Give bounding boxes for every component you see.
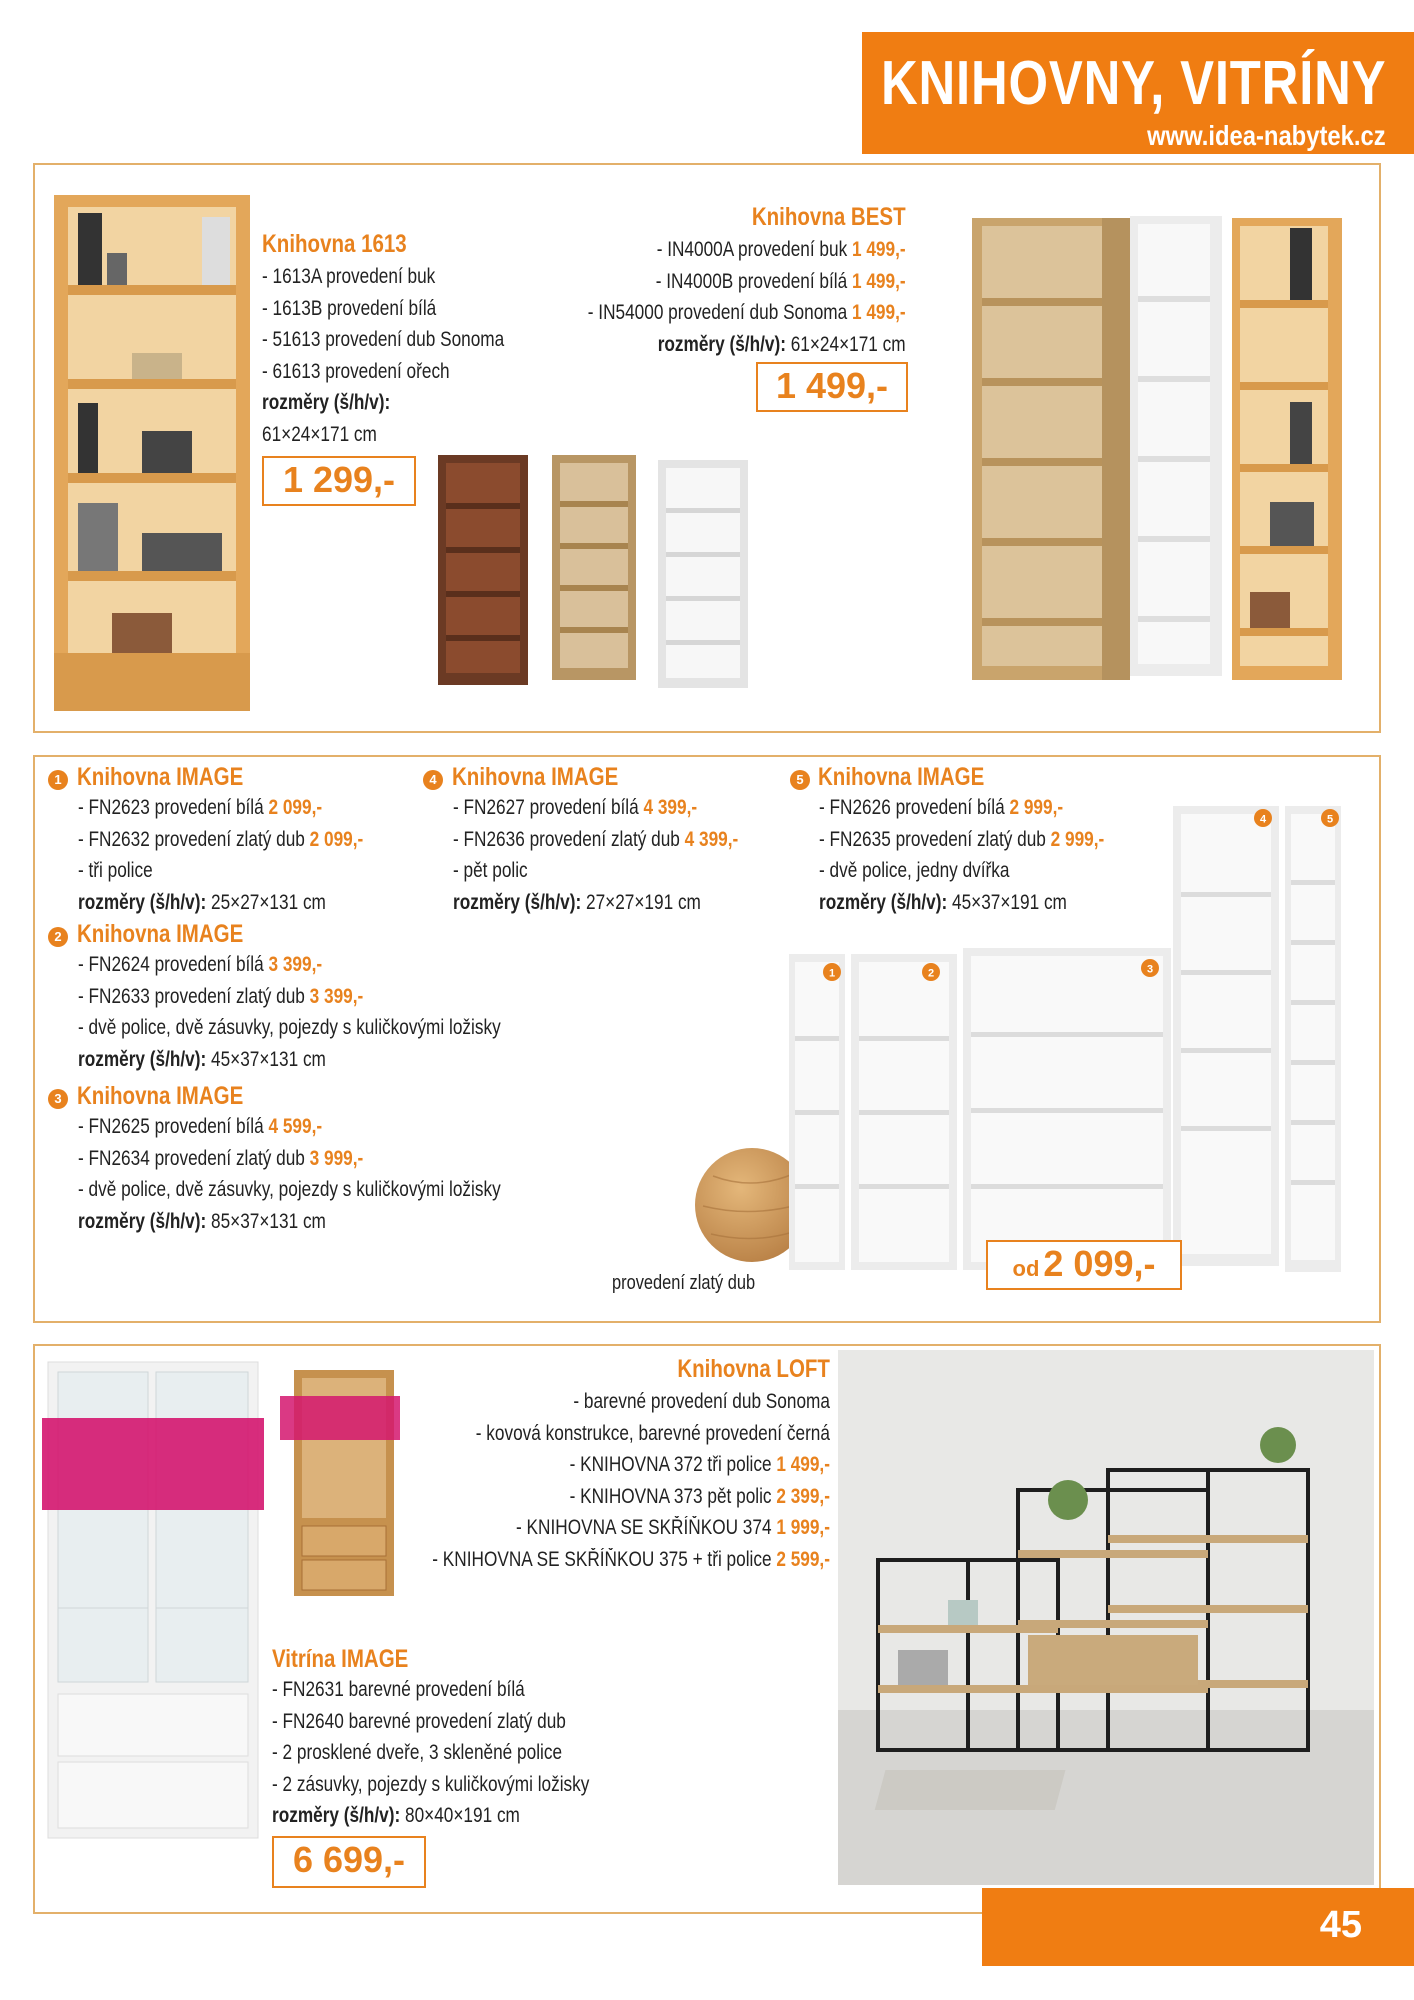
product-title: Knihovna IMAGE xyxy=(77,1082,244,1110)
bookcase-1613-image xyxy=(52,193,252,713)
dimensions-line: rozměry (š/h/v): 25×27×131 cm xyxy=(78,890,326,914)
note-line: - tři police xyxy=(78,859,153,882)
price-tag: 1 299,- xyxy=(262,456,416,506)
variant-line: - IN4000B provedení bílá 1 499,- xyxy=(656,269,906,293)
bookcase-best-image xyxy=(970,212,1344,682)
variant-line: - FN2634 provedení zlatý dub 3 999,- xyxy=(78,1146,364,1170)
page-header-banner xyxy=(862,32,1414,154)
variant-line: - 2 zásuvky, pojezdy s kuličkovými ložisky xyxy=(272,1772,590,1796)
product-title: Knihovna IMAGE xyxy=(452,763,619,791)
variant-line: - 1613B provedení bílá xyxy=(262,296,437,320)
variant-line: - 1613A provedení buk xyxy=(262,265,436,288)
note-line: - dvě police, dvě zásuvky, pojezdy s kuličkovými ložisky xyxy=(78,1178,501,1201)
page-number: 45 xyxy=(1319,1904,1362,1946)
vitrina-white-image xyxy=(42,1358,264,1846)
variant-line: - 2 prosklené dveře, 3 skleněné police xyxy=(272,1741,563,1764)
bookcase-image-1-info xyxy=(77,763,426,918)
feature-line: - kovová konstrukce, barevné provedení černá xyxy=(475,1421,830,1445)
svg-text:1: 1 xyxy=(828,967,836,980)
loft-info xyxy=(345,1355,830,1575)
dimensions-line: rozměry (š/h/v): 85×37×131 cm xyxy=(78,1209,326,1233)
variant-line: - FN2632 provedení zlatý dub 2 099,- xyxy=(78,827,364,851)
bookcase-walnut-image xyxy=(438,455,528,685)
page-number-tab xyxy=(982,1888,1414,1966)
variant-line: - IN54000 provedení dub Sonoma 1 499,- xyxy=(588,301,906,324)
variant-line: - KNIHOVNA SE SKŘÍŇKOU 374 1 999,- xyxy=(516,1516,830,1539)
variant-line: - FN2623 provedení bílá 2 099,- xyxy=(78,796,323,819)
feature-line: - barevné provedení dub Sonoma xyxy=(573,1390,830,1413)
bookcase-best-info xyxy=(518,203,906,360)
bookcase-white-image xyxy=(658,460,748,688)
website-url[interactable]: www.idea-nabytek.cz xyxy=(1147,120,1386,151)
variant-line: - FN2625 provedení bílá 4 599,- xyxy=(78,1115,323,1138)
dimensions-line: rozměry (š/h/v): 61×24×171 cm xyxy=(658,332,906,356)
product-title: Knihovna IMAGE xyxy=(77,920,244,948)
vitrina-info xyxy=(272,1645,659,1832)
variant-line: - FN2635 provedení zlatý dub 2 999,- xyxy=(819,827,1105,851)
dimensions-label: rozměry (š/h/v): xyxy=(262,391,391,414)
bookcase-image-3-info xyxy=(77,1082,593,1237)
svg-text:4: 4 xyxy=(1259,813,1267,826)
note-line: - dvě police, jedny dvířka xyxy=(819,859,1010,882)
number-badge: 1 xyxy=(48,770,68,790)
variant-line: - KNIHOVNA 372 tři police 1 499,- xyxy=(569,1453,830,1476)
variant-line: - KNIHOVNA 373 pět polic 2 399,- xyxy=(569,1484,830,1508)
dimensions-line: rozměry (š/h/v): 45×37×191 cm xyxy=(819,890,1067,914)
number-badge: 2 xyxy=(48,927,68,947)
svg-text:2: 2 xyxy=(927,967,935,980)
bookcase-1613-info xyxy=(262,230,557,450)
variant-line: - IN4000A provedení buk 1 499,- xyxy=(657,238,906,261)
note-line: - pět polic xyxy=(453,859,528,882)
number-badge: 3 xyxy=(48,1089,68,1109)
bookcase-image-4-info xyxy=(452,763,801,918)
variant-line: - FN2627 provedení bílá 4 399,- xyxy=(453,796,698,819)
loft-room-photo xyxy=(838,1350,1374,1885)
product-title: Knihovna IMAGE xyxy=(77,763,244,791)
dimensions-line: rozměry (š/h/v): 27×27×191 cm xyxy=(453,890,701,914)
swatch-caption: provedení zlatý dub xyxy=(612,1272,756,1294)
product-title: Knihovna IMAGE xyxy=(818,763,985,791)
product-title: Knihovna LOFT xyxy=(677,1355,830,1383)
variant-line: - KNIHOVNA SE SKŘÍŇKOU 375 + tři police 2 599,- xyxy=(432,1547,830,1571)
variant-line: - FN2636 provedení zlatý dub 4 399,- xyxy=(453,827,739,851)
price-tag-from: od 2 099,- xyxy=(986,1240,1182,1290)
dimensions-value: 61×24×171 cm xyxy=(262,422,377,446)
product-title: Knihovna BEST xyxy=(752,203,906,231)
variant-line: - 61613 provedení ořech xyxy=(262,359,450,383)
variant-line: - FN2626 provedení bílá 2 999,- xyxy=(819,796,1064,819)
page-title: KNIHOVNY, VITRÍNY xyxy=(880,49,1386,118)
dimensions-line: rozměry (š/h/v): 80×40×191 cm xyxy=(272,1804,520,1827)
dimensions-line: rozměry (š/h/v): 45×37×131 cm xyxy=(78,1047,326,1071)
variant-line: - FN2633 provedení zlatý dub 3 399,- xyxy=(78,984,364,1008)
variant-line: - FN2631 barevné provedení bílá xyxy=(272,1678,525,1701)
product-title: Knihovna 1613 xyxy=(262,230,407,258)
bookcase-image-2-info xyxy=(77,920,593,1075)
variant-line: - FN2624 provedení bílá 3 399,- xyxy=(78,953,323,976)
price-tag: 6 699,- xyxy=(272,1836,426,1888)
bookcase-sonoma-image xyxy=(552,455,636,680)
price-tag: 1 499,- xyxy=(756,362,908,412)
bookcase-image-set-image xyxy=(785,800,1345,1280)
variant-line: - 51613 provedení dub Sonoma xyxy=(262,328,505,351)
svg-text:3: 3 xyxy=(1146,963,1154,976)
number-badge: 5 xyxy=(790,770,810,790)
svg-text:5: 5 xyxy=(1326,813,1334,826)
product-title: Vitrína IMAGE xyxy=(272,1645,409,1673)
note-line: - dvě police, dvě zásuvky, pojezdy s kuličkovými ložisky xyxy=(78,1016,501,1039)
number-badge: 4 xyxy=(423,770,443,790)
variant-line: - FN2640 barevné provedení zlatý dub xyxy=(272,1709,566,1733)
